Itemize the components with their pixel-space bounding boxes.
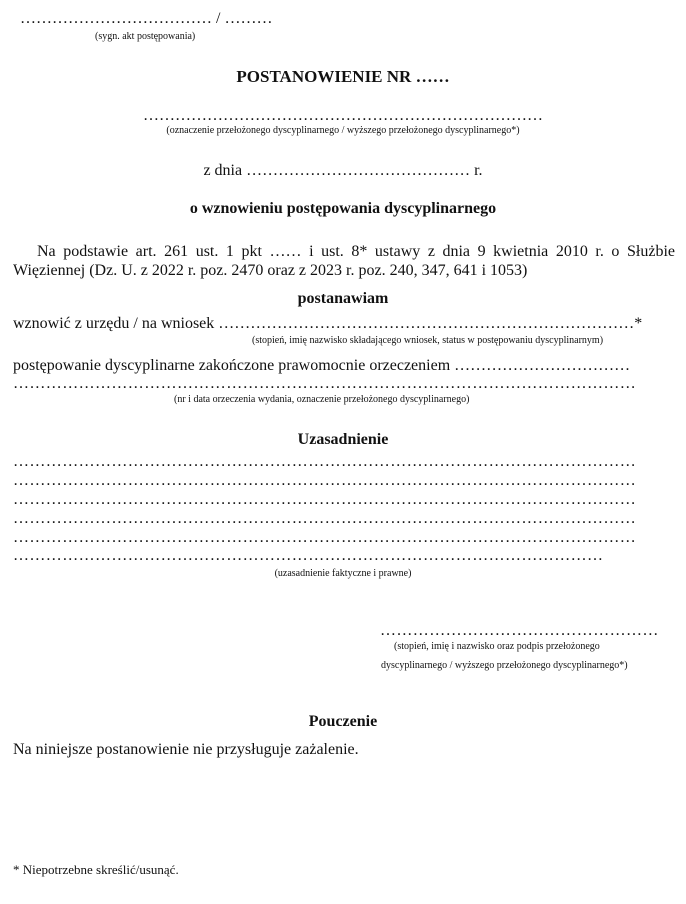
justification-caption: (uzasadnienie faktyczne i prawne) [274,568,412,579]
justification-line: ……………………………………………………………………………………………… [13,547,604,564]
case-number-caption: (sygn. akt postępowania) [95,31,196,42]
proceedings-caption: (nr i data orzeczenia wydania, oznaczenie przełożonego dyscyplinarnego) [174,394,470,405]
issuer-line: ………………………………………………………………… [143,107,543,124]
signature-line: …………………………………………… [380,622,659,639]
proceedings-line: postępowanie dyscyplinarne zakończone prawomocnie orzeczeniem …………………………… [13,357,631,374]
date-line: z dnia …………………………………… r. [203,162,483,179]
issuer-caption: (oznaczenie przełożonego dyscyplinarnego / wyższego przełożonego dyscyplinarnego*) [166,125,520,136]
proceedings-line-2: …………………………………………………………………………………………………… [13,375,637,392]
justification-line: …………………………………………………………………………………………………… [13,472,637,489]
document-title: POSTANOWIENIE NR …… [236,67,450,86]
resume-line: wznowić z urzędu / na wniosek ……………………………………………………………………* [13,315,643,332]
decision-heading: postanawiam [297,290,389,307]
legal-basis-paragraph: Na podstawie art. 261 ust. 1 pkt …… i ust. 8* ustawy z dnia 9 kwietnia 2010 r. o Służbie Więziennej (Dz. U. z 2022 r. poz. 2470 oraz z 2023 r. poz. 240, 347, 641 i 1053) [13,243,675,279]
justification-heading: Uzasadnienie [297,431,389,448]
justification-line: …………………………………………………………………………………………………… [13,453,637,470]
justification-line: …………………………………………………………………………………………………… [13,491,637,508]
instruction-heading: Pouczenie [308,713,378,730]
justification-line: …………………………………………………………………………………………………… [13,510,637,527]
signature-caption: (stopień, imię i nazwisko oraz podpis przełożonego [394,641,600,652]
instruction-text: Na niniejsze postanowienie nie przysługuje zażalenie. [13,741,359,758]
resume-caption: (stopień, imię nazwisko składającego wniosek, status w postępowaniu dyscyplinarnym) [252,335,604,346]
subject-heading: o wznowieniu postępowania dyscyplinarnego [189,200,497,217]
case-number-line: ……………………………… / ……… [20,10,273,27]
justification-line: …………………………………………………………………………………………………… [13,529,637,546]
signature-caption: dyscyplinarnego / wyższego przełożonego dyscyplinarnego*) [381,660,628,671]
footnote: * Niepotrzebne skreślić/usunąć. [13,862,179,877]
